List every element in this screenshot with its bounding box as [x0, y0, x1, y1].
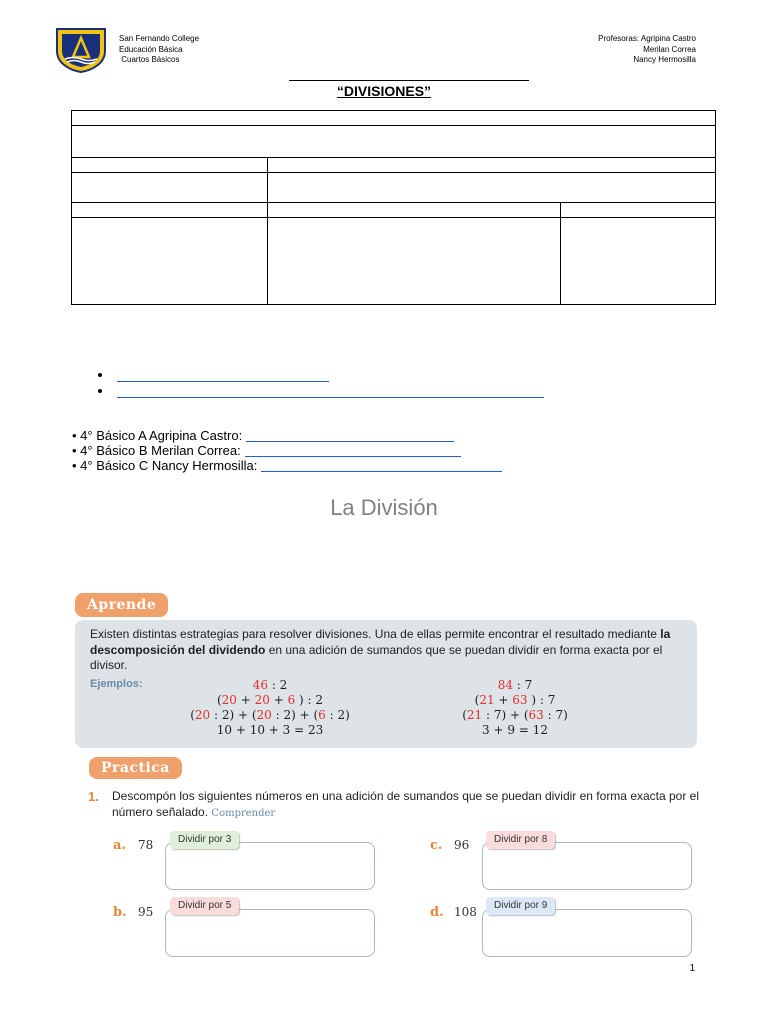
item-number: 108 — [454, 905, 477, 919]
aprende-text-1: Existen distintas estrategias para resolver divisiones. Una de ellas permite encontrar el resultado mediante — [90, 627, 661, 641]
question-instruction: Descompón los siguientes números en una adición de sumandos que se puedan dividir en forma exacta por el número señalado. — [112, 789, 700, 819]
practica-tag: Practica — [89, 757, 182, 779]
teacher-label: • 4° Básico C Nancy Hermosilla: — [72, 458, 258, 473]
bullet-dot — [98, 389, 102, 393]
school-name: San Fernando College — [119, 34, 200, 43]
example-2 — [415, 678, 615, 738]
example-line: 10 + 10 + 3 = 23 — [216, 723, 324, 737]
table-rule — [72, 125, 715, 126]
school-grade: Cuartos Básicos — [119, 55, 180, 64]
answer-box-b[interactable] — [165, 909, 375, 957]
divide-chip: Dividir por 9 — [486, 897, 555, 915]
aprende-tag: Aprende — [75, 593, 168, 617]
example-line: (20 : 2) + (20 : 2) + (6 : 2) — [190, 708, 350, 722]
teacher-link[interactable] — [261, 471, 502, 472]
page-title: “DIVISIONES” — [336, 83, 432, 99]
answer-box-c[interactable] — [482, 842, 692, 890]
item-letter: a. — [113, 838, 126, 853]
school-info — [119, 34, 199, 66]
teacher-label: • 4° Básico B Merilan Correa: — [72, 443, 241, 458]
link-placeholder-2[interactable] — [117, 397, 544, 398]
answer-box-d[interactable] — [482, 909, 692, 957]
examples-label: Ejemplos: — [90, 678, 143, 690]
aprende-text-2: en una adición de sumandos que se puedan dividir en forma exacta por el divisor. — [90, 642, 663, 672]
item-number: 96 — [454, 838, 470, 852]
example-line: (21 + 63 ) : 7 — [474, 693, 556, 707]
teacher-row-a — [72, 428, 454, 443]
teacher-link[interactable] — [245, 456, 461, 457]
aprende-text-bold: la descomposición del dividendo — [90, 627, 671, 657]
item-number: 95 — [138, 905, 154, 919]
example-line: (20 + 20 + 6 ) : 2 — [216, 693, 324, 707]
question-number: 1. — [88, 789, 99, 804]
page-number: 1 — [689, 963, 695, 974]
item-letter: c. — [430, 838, 443, 853]
bullet-dot — [98, 373, 102, 377]
title-divider — [289, 80, 529, 81]
teacher-line-2: Merilan Correa — [643, 44, 696, 54]
student-info-table — [71, 110, 716, 305]
table-col-rule — [267, 157, 268, 305]
table-col-rule — [560, 202, 561, 305]
item-letter: b. — [113, 905, 127, 920]
section-title: La División — [330, 495, 438, 520]
table-rule — [72, 172, 715, 173]
item-letter: d. — [430, 905, 444, 920]
teacher-label: • 4° Básico A Agripina Castro: — [72, 428, 243, 443]
example-line: 3 + 9 = 12 — [482, 723, 548, 737]
example-1 — [160, 678, 380, 738]
answer-box-a[interactable] — [165, 842, 375, 890]
divide-chip: Dividir por 5 — [170, 897, 239, 915]
teacher-link[interactable] — [246, 441, 454, 442]
teacher-line-1: Profesoras: Agripina Castro — [598, 34, 696, 43]
item-number: 78 — [138, 838, 154, 852]
question-text — [112, 789, 702, 821]
table-rule — [72, 217, 715, 218]
teacher-row-c — [72, 458, 502, 473]
skill-label: Comprender — [211, 807, 276, 819]
school-level: Educación Básica — [119, 44, 183, 54]
aprende-text — [90, 627, 690, 674]
link-placeholder-1[interactable] — [117, 381, 329, 382]
teacher-row-b — [72, 443, 461, 458]
example-line: (21 : 7) + (63 : 7) — [462, 708, 568, 722]
example-line: 46 : 2 — [252, 678, 288, 692]
divide-chip: Dividir por 8 — [486, 831, 555, 849]
example-line: 84 : 7 — [497, 678, 533, 692]
divide-chip: Dividir por 3 — [170, 831, 239, 849]
teachers-info — [598, 34, 696, 66]
table-rule — [72, 157, 715, 158]
table-rule — [72, 202, 715, 203]
teacher-line-3: Nancy Hermosilla — [633, 55, 696, 64]
school-logo — [53, 27, 109, 73]
